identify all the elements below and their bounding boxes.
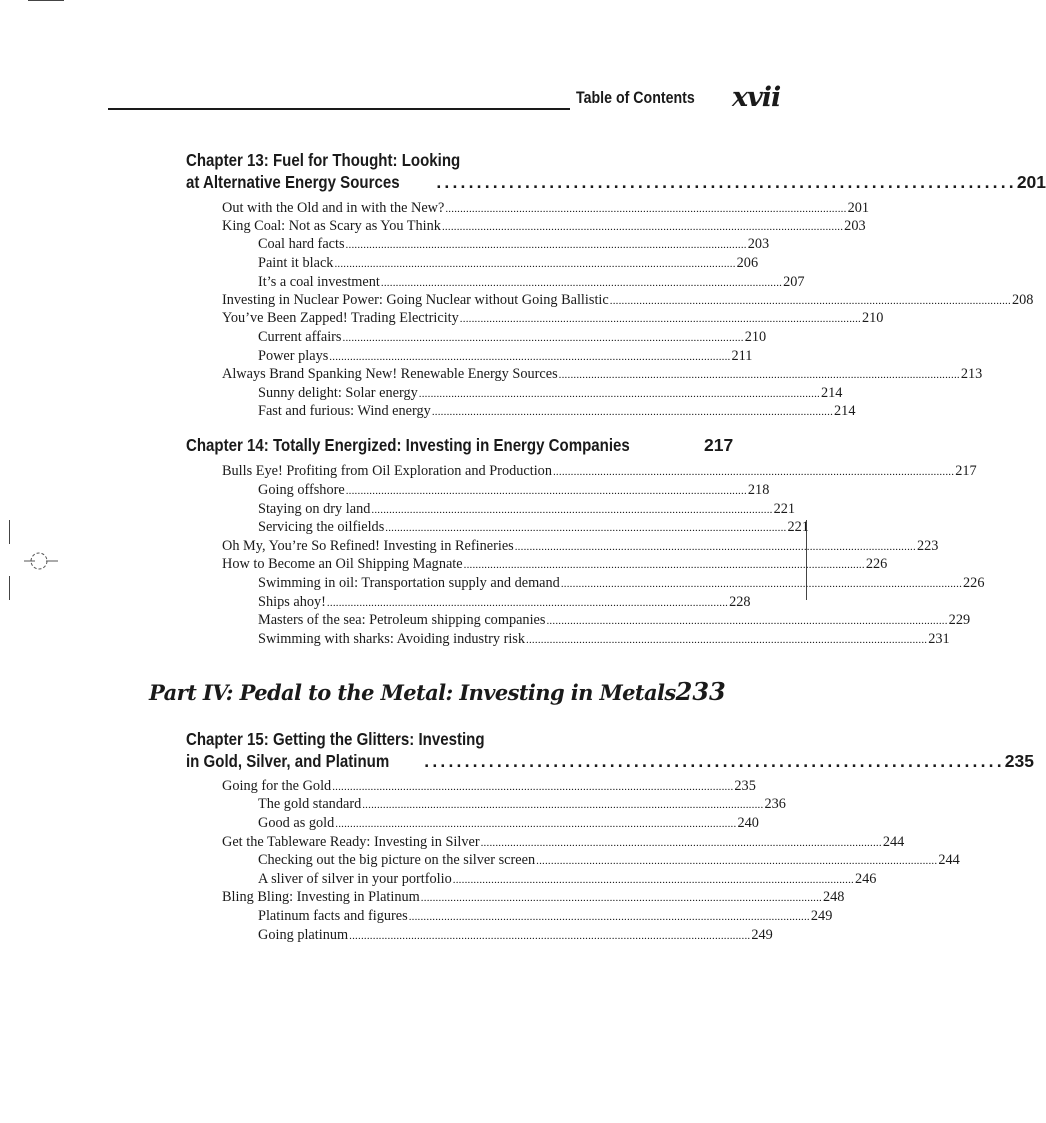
leader-dots: ........................................................................................................................................ — [514, 541, 916, 553]
leader-dots: ........................................................................................................................................ — [536, 855, 938, 867]
toc-subentry — [258, 851, 960, 869]
toc-subentry — [258, 518, 809, 536]
toc-subentry — [258, 907, 833, 925]
header-rule — [108, 108, 570, 110]
toc-entry-page: 207 — [783, 274, 805, 290]
toc-entry-page: 235 — [734, 778, 756, 794]
toc-entry — [222, 199, 870, 217]
toc-entry-page: 244 — [938, 852, 960, 868]
toc-entry-page: 218 — [747, 482, 770, 498]
toc-entry-title: Ships ahoy! — [258, 594, 326, 610]
leader-dots: ........................................................................................................................................ — [546, 615, 948, 627]
leader-dots: ........................................................................................................................................ — [380, 277, 783, 289]
leader-dots: ........................................................................................................................................ — [445, 203, 847, 215]
toc-entry-title: How to Become an Oil Shipping Magnate — [222, 556, 463, 572]
toc-subentry — [258, 481, 770, 499]
toc-subentry — [258, 814, 759, 832]
toc-entry-title: Going platinum — [258, 927, 349, 943]
toc-entry-page: 246 — [854, 871, 877, 887]
leader-dots: ........................................................................................................................................ — [342, 332, 744, 344]
toc-subentry — [258, 402, 856, 420]
toc-entry-title: It’s a coal investment — [258, 274, 380, 290]
toc-entry — [222, 888, 845, 906]
toc-subentry — [258, 611, 971, 629]
toc-entry-title: Out with the Old and in with the New? — [222, 200, 445, 216]
toc-entry-title: Good as gold — [258, 815, 335, 831]
toc-entry-title: Staying on dry land — [258, 501, 371, 517]
toc-entry-title: Platinum facts and figures — [258, 908, 408, 924]
leader-dots: ........................................................................................................................................ — [441, 221, 844, 233]
toc-entry — [222, 365, 983, 383]
toc-entry — [222, 555, 888, 573]
toc-entry-title: Fast and furious: Wind energy — [258, 403, 431, 419]
running-header-title: Table of Contents — [576, 89, 695, 107]
toc-entry-page: 211 — [731, 348, 753, 364]
toc-entry-title: Power plays — [258, 348, 329, 364]
toc-entry-page: 223 — [916, 538, 939, 554]
leader-dots: ........................................................................................................................................ — [345, 239, 747, 251]
toc-entry-title: Bling Bling: Investing in Platinum — [222, 889, 420, 905]
leader-dots: ........................................................................................................................................ — [418, 388, 820, 400]
chapter-title-line1: Chapter 13: Fuel for Thought: Looking — [186, 150, 461, 170]
toc-entry-page: 236 — [764, 796, 786, 812]
toc-entry-title: Masters of the sea: Petroleum shipping companies — [258, 612, 546, 628]
leader-dots: ........................................................................ — [424, 751, 1005, 771]
chapter-heading — [186, 149, 1046, 193]
toc-entry-title: A sliver of silver in your portfolio — [258, 871, 452, 887]
toc-entry-page: 203 — [844, 218, 866, 234]
toc-entry-title: Swimming with sharks: Avoiding industry risk — [258, 631, 526, 647]
chapter-title-line1: Chapter 14: Totally Energized: Investing in Energy Companies — [186, 435, 630, 455]
toc-entry-page: 229 — [948, 612, 971, 628]
toc-entry-page: 201 — [847, 200, 870, 216]
toc-entry-page: 226 — [963, 575, 985, 591]
toc-entry-title: Investing in Nuclear Power: Going Nuclear without Going Ballistic — [222, 292, 609, 308]
toc-entry-title: Current affairs — [258, 329, 342, 345]
toc-entry-title: Going for the Gold — [222, 778, 332, 794]
leader-dots: ........................................................................................................................................ — [329, 351, 731, 363]
chapter-page: 235 — [1004, 751, 1034, 771]
toc-entry-page: 226 — [865, 556, 888, 572]
toc-entry-page: 213 — [960, 366, 983, 382]
registration-mark-icon — [18, 548, 60, 574]
leader-dots: ........................................................................................................................................ — [326, 597, 729, 609]
toc-entry-page: 221 — [787, 519, 809, 535]
leader-dots: ........................................................................................................................................ — [334, 258, 736, 270]
leader-dots: ........................................................................................................................................ — [431, 406, 834, 418]
toc-entry-page: 244 — [882, 834, 905, 850]
leader-dots: ........................................................................................................................................ — [362, 799, 764, 811]
leader-dots: ........................................................................................................................................ — [526, 634, 928, 646]
leader-dots: ........................................................................ — [436, 172, 1017, 192]
toc-entry-page: 221 — [773, 501, 796, 517]
toc-entry — [222, 537, 939, 555]
toc-entry-page: 214 — [820, 385, 843, 401]
toc-subentry — [258, 235, 770, 253]
leader-dots: ........................................................................................................................................ — [408, 911, 810, 923]
part-title: Part IV: Pedal to the Metal: Investing in Metals — [149, 680, 676, 705]
toc-entry-title: You’ve Been Zapped! Trading Electricity — [222, 310, 459, 326]
leader-dots: ........................................................................................................................................ — [560, 578, 963, 590]
toc-subentry — [258, 273, 805, 291]
toc-subentry — [258, 593, 751, 611]
toc-entry-title: Always Brand Spanking New! Renewable Energy Sources — [222, 366, 558, 382]
toc-subentry — [258, 347, 753, 365]
toc-entry-title: Swimming in oil: Transportation supply and demand — [258, 575, 560, 591]
toc-subentry — [258, 870, 877, 888]
toc-entry-page: 249 — [810, 908, 833, 924]
toc-subentry — [258, 254, 759, 272]
toc-entry — [222, 217, 866, 235]
toc-entry — [222, 777, 756, 795]
page-number: xvii — [732, 82, 781, 113]
toc-subentry — [258, 328, 767, 346]
toc-entry — [222, 309, 884, 327]
toc-entry-title: Servicing the oilfields — [258, 519, 385, 535]
toc-entry-title: The gold standard — [258, 796, 362, 812]
toc-subentry — [258, 500, 796, 518]
chapter-title-line1: Chapter 15: Getting the Glitters: Investing — [186, 729, 485, 749]
leader-dots: ........................................................................................................................................ — [609, 295, 1011, 307]
leader-dots: ........................................................................................................................................ — [349, 930, 751, 942]
leader-dots: ........................................................................................................................................ — [420, 892, 822, 904]
crop-mark-left-lower — [9, 576, 10, 600]
toc-entry-page: 249 — [751, 927, 773, 943]
leader-dots: ........................................................................................................................................ — [452, 874, 854, 886]
chapter-page: 217 — [704, 435, 734, 455]
toc-entry-title: King Coal: Not as Scary as You Think — [222, 218, 441, 234]
toc-entry-page: 231 — [928, 631, 950, 647]
toc-entry-title: Sunny delight: Solar energy — [258, 385, 418, 401]
leader-dots: ........................................................................................................................................ — [459, 313, 861, 325]
toc-entry-title: Going offshore — [258, 482, 345, 498]
toc-entry-page: 214 — [834, 403, 856, 419]
toc-subentry — [258, 795, 786, 813]
chapter-heading — [186, 728, 1034, 772]
leader-dots: ........................................................................................................................................ — [558, 369, 960, 381]
leader-dots: ........................................................................................................................................ — [345, 485, 747, 497]
toc-entry-title: Get the Tableware Ready: Investing in Silver — [222, 834, 480, 850]
toc-entry-page: 206 — [736, 255, 759, 271]
chapter-page: 201 — [1016, 172, 1046, 192]
leader-dots: ........................................................................................................................................ — [371, 504, 773, 516]
toc-entry-page: 228 — [729, 594, 751, 610]
toc-entry-page: 210 — [862, 310, 884, 326]
crop-mark-left-upper — [9, 520, 10, 544]
chapter-title-line2: at Alternative Energy Sources — [186, 172, 400, 192]
leader-dots: ........................................................................................................................................ — [480, 837, 882, 849]
leader-dots: ........................................................................................................................................ — [385, 522, 787, 534]
toc-subentry — [258, 926, 773, 944]
toc-entry — [222, 833, 905, 851]
leader-dots: ........................................................................................................................................ — [332, 781, 734, 793]
toc-entry-title: Oh My, You’re So Refined! Investing in Refineries — [222, 538, 514, 554]
toc-entry-page: 210 — [744, 329, 767, 345]
toc-entry — [222, 291, 1034, 309]
toc-entry — [222, 462, 977, 480]
chapter-heading — [186, 434, 734, 456]
chapter-title-line2: in Gold, Silver, and Platinum — [186, 751, 390, 771]
toc-entry-page: 248 — [823, 889, 845, 905]
toc-entry-page: 217 — [955, 463, 977, 479]
crop-mark-top — [28, 0, 64, 1]
leader-dots: ........................................................................................................................................ — [552, 466, 955, 478]
leader-dots: ........................................................................................................................................ — [335, 818, 737, 830]
toc-entry-title: Bulls Eye! Profiting from Oil Exploration and Production — [222, 463, 552, 479]
leader-dots: ........................................................................................................................................ — [463, 559, 865, 571]
toc-entry-title: Checking out the big picture on the silver screen — [258, 852, 536, 868]
toc-subentry — [258, 574, 985, 592]
toc-entry-page: 240 — [737, 815, 759, 831]
toc-entry-page: 203 — [747, 236, 770, 252]
toc-entry-title: Paint it black — [258, 255, 334, 271]
toc-subentry — [258, 630, 950, 648]
toc-entry-page: 208 — [1011, 292, 1034, 308]
toc-subentry — [258, 384, 843, 402]
part-heading — [149, 677, 726, 706]
toc-entry-title: Coal hard facts — [258, 236, 345, 252]
part-page: 233 — [675, 677, 726, 706]
